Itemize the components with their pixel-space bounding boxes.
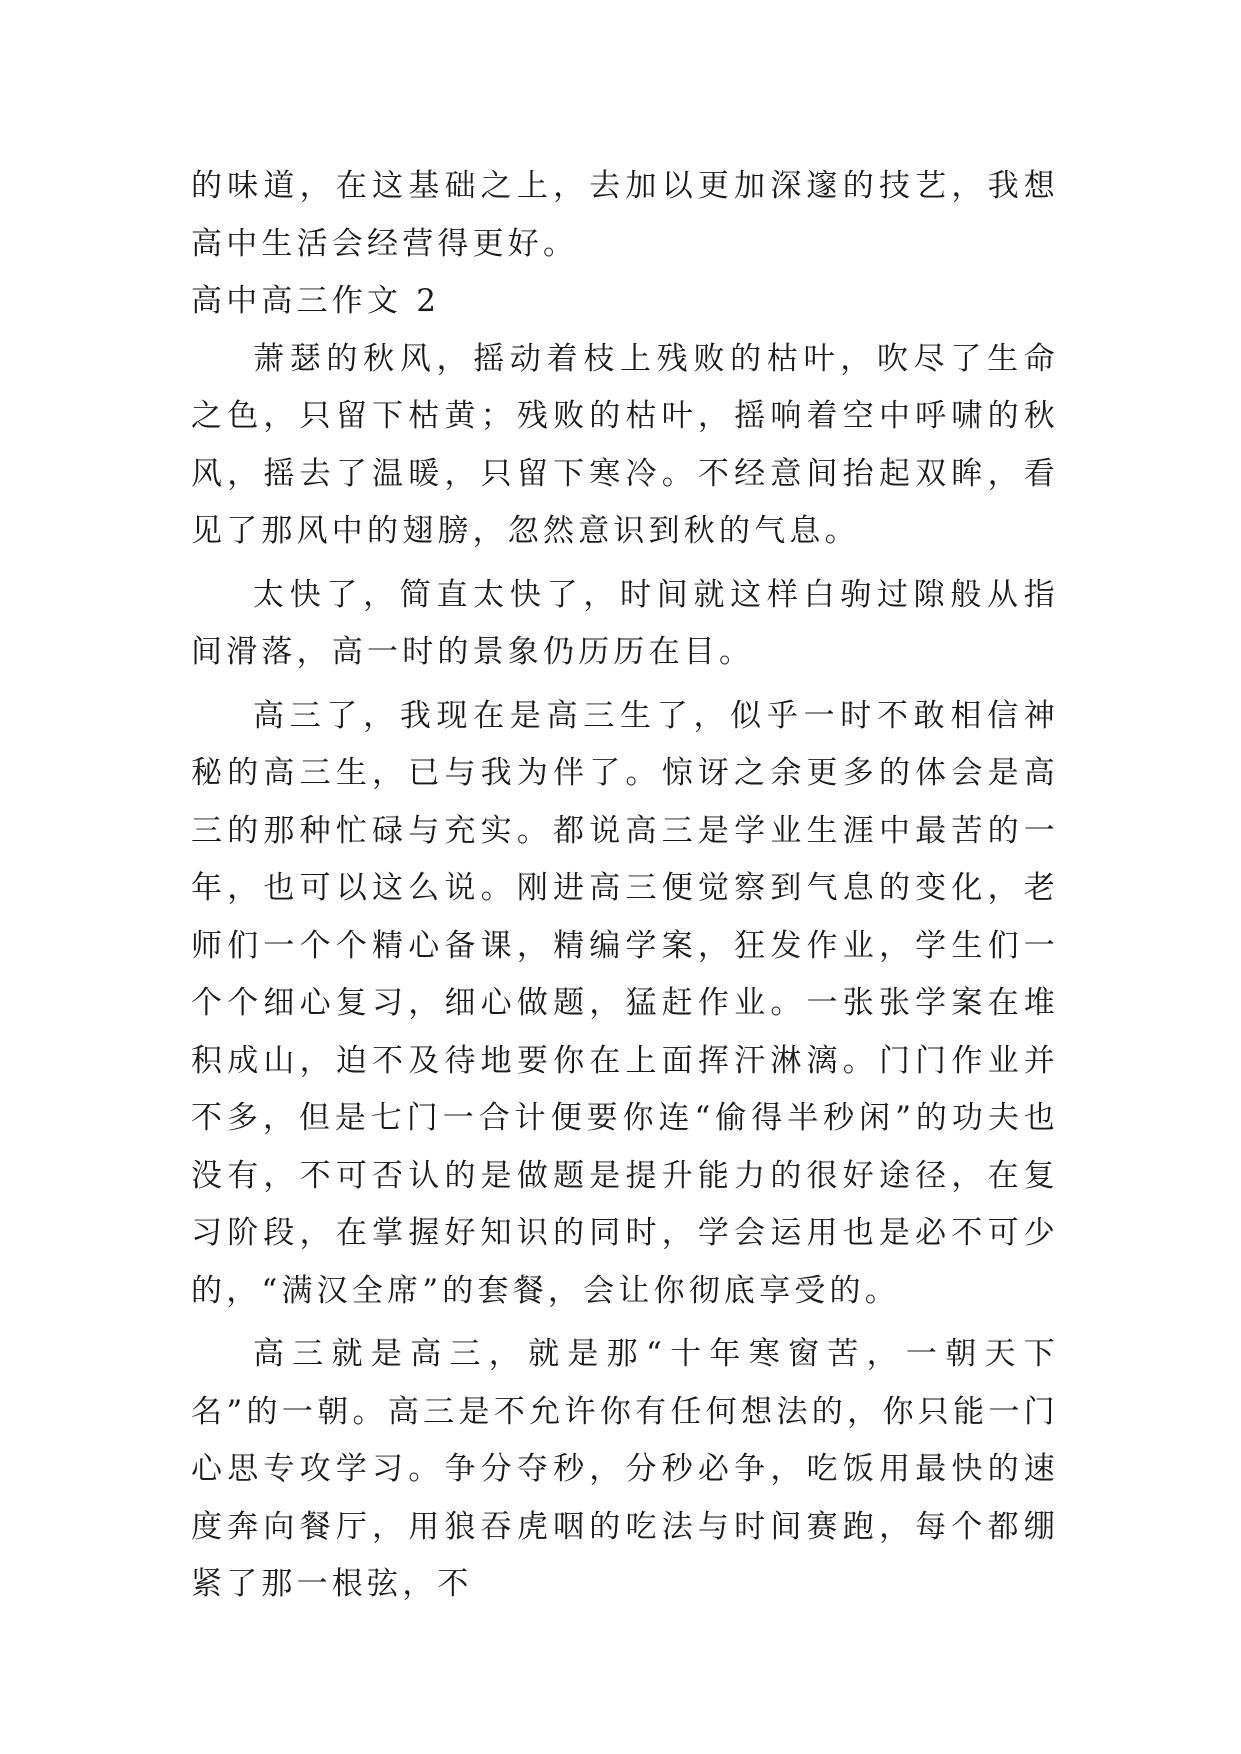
paragraph-1: 萧瑟的秋风，摇动着枝上残败的枯叶，吹尽了生命之色，只留下枯黄；残败的枯叶，摇响着空中呼啸的秋风，摇去了温暖，只留下寒冷。不经意间抬起双眸，看见了那风中的翅膀，忽然意识到秋的气息。 [191, 340, 1059, 549]
document-body [191, 158, 1059, 1614]
essay-heading: 高中高三作文 2 [191, 283, 441, 319]
paragraph-3: 高三了，我现在是高三生了，似乎一时不敢相信神秘的高三生，已与我为伴了。惊讶之余更多的体会是高三的那种忙碌与充实。都说高三是学业生涯中最苦的一年，也可以这么说。刚进高三便觉察到气息的变化，老师们一个个精心备课，精编学案，狂发作业，学生们一个个细心复习，细心做题，猛赶作业。一张张学案在堆积成山，迫不及待地要你在上面挥汗淋漓。门门作业并不多，但是七门一合计便要你连“偷得半秒闲”的功夫也没有，不可否认的是做题是提升能力的很好途径，在复习阶段，在掌握好知识的同时，学会运用也是必不可少的，“满汉全席”的套餐，会让你彻底享受的。 [191, 697, 1059, 1309]
continuation-paragraph: 的味道，在这基础之上，去加以更加深邃的技艺，我想高中生活会经营得更好。 [191, 168, 1059, 262]
paragraph-4: 高三就是高三，就是那“十年寒窗苦，一朝天下名”的一朝。高三是不允许你有任何想法的，你只能一门心思专攻学习。争分夺秒，分秒必争，吃饭用最快的速度奔向餐厅，用狼吞虎咽的吃法与时间赛跑，每个都绷紧了那一根弦，不 [191, 1336, 1059, 1602]
paragraph-2: 太快了，简直太快了，时间就这样白驹过隙般从指间滑落，高一时的景象仍历历在目。 [191, 576, 1059, 670]
